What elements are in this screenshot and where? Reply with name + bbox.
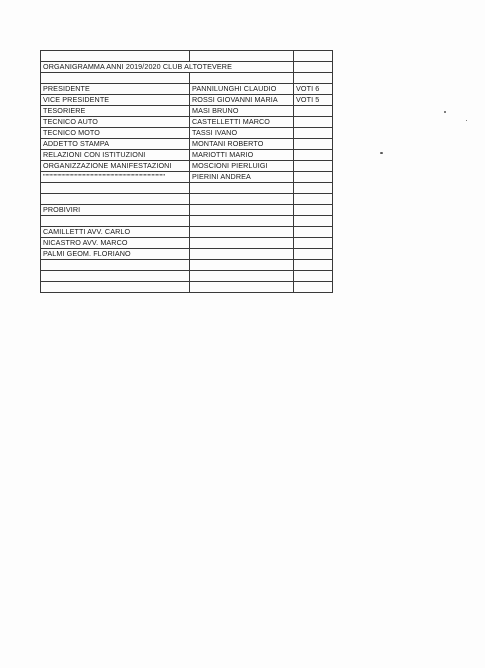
role-cell: [41, 216, 190, 227]
name-cell: [190, 51, 294, 62]
votes-cell: VOTI 5: [294, 95, 333, 106]
role-cell: PRESIDENTE: [41, 84, 190, 95]
votes-cell: [294, 161, 333, 172]
name-cell: [190, 183, 294, 194]
table-row: [41, 260, 333, 271]
votes-cell: [294, 238, 333, 249]
name-cell: PIERINI ANDREA: [190, 172, 294, 183]
role-cell: TECNICO AUTO: [41, 117, 190, 128]
votes-cell: [294, 183, 333, 194]
votes-cell: [294, 260, 333, 271]
role-cell: TECNICO MOTO: [41, 128, 190, 139]
name-cell: MONTANI ROBERTO: [190, 139, 294, 150]
name-cell: [190, 249, 294, 260]
table-row: [41, 172, 333, 183]
role-cell: ADDETTO STAMPA: [41, 139, 190, 150]
organigram-table: [40, 50, 333, 293]
table-row: [41, 62, 333, 73]
scan-speck: [444, 111, 446, 113]
votes-cell: [294, 128, 333, 139]
votes-cell: [294, 216, 333, 227]
votes-cell: [294, 139, 333, 150]
scan-speck: [466, 120, 467, 121]
name-cell: [190, 216, 294, 227]
role-cell: """""""""""""""""""""""""""""""""""""""""""""": [41, 172, 190, 183]
role-cell: VICE PRESIDENTE: [41, 95, 190, 106]
name-cell: [190, 194, 294, 205]
role-cell: NICASTRO AVV. MARCO: [41, 238, 190, 249]
name-cell: [190, 73, 294, 84]
votes-cell: [294, 172, 333, 183]
role-cell: [41, 183, 190, 194]
table-row: [41, 282, 333, 293]
name-cell: CASTELLETTI MARCO: [190, 117, 294, 128]
table-row: [41, 128, 333, 139]
name-cell: [190, 282, 294, 293]
name-cell: MARIOTTI MARIO: [190, 150, 294, 161]
name-cell: ROSSI GIOVANNI MARIA: [190, 95, 294, 106]
scan-speck: [380, 152, 383, 154]
table-row: [41, 194, 333, 205]
name-cell: TASSI IVANO: [190, 128, 294, 139]
table-row: [41, 51, 333, 62]
role-cell: [41, 194, 190, 205]
role-cell: [41, 282, 190, 293]
votes-cell: [294, 117, 333, 128]
role-cell: CAMILLETTI AVV. CARLO: [41, 227, 190, 238]
votes-cell: [294, 282, 333, 293]
role-cell: RELAZIONI CON ISTITUZIONI: [41, 150, 190, 161]
table-row: [41, 73, 333, 84]
name-cell: [190, 260, 294, 271]
name-cell: [190, 238, 294, 249]
table-row: [41, 106, 333, 117]
votes-cell: [294, 62, 333, 73]
role-cell: TESORIERE: [41, 106, 190, 117]
table-row: [41, 150, 333, 161]
role-cell: [41, 73, 190, 84]
role-cell: PROBIVIRI: [41, 205, 190, 216]
table-row: [41, 183, 333, 194]
table-row: [41, 249, 333, 260]
table-title: ORGANIGRAMMA ANNI 2019/2020 CLUB ALTOTEVERE: [41, 62, 294, 73]
table-row: [41, 227, 333, 238]
role-cell: PALMI GEOM. FLORIANO: [41, 249, 190, 260]
votes-cell: [294, 205, 333, 216]
votes-cell: [294, 51, 333, 62]
role-cell: [41, 51, 190, 62]
votes-cell: [294, 227, 333, 238]
role-cell: [41, 271, 190, 282]
table-row: [41, 95, 333, 106]
name-cell: [190, 227, 294, 238]
table-row: [41, 238, 333, 249]
table-row: [41, 84, 333, 95]
table-row: [41, 161, 333, 172]
name-cell: [190, 271, 294, 282]
votes-cell: [294, 150, 333, 161]
table-row: [41, 117, 333, 128]
name-cell: MOSCIONI PIERLUIGI: [190, 161, 294, 172]
table-row: [41, 205, 333, 216]
table-row: [41, 139, 333, 150]
table-row: [41, 216, 333, 227]
name-cell: PANNILUNGHI CLAUDIO: [190, 84, 294, 95]
votes-cell: [294, 249, 333, 260]
role-cell: [41, 260, 190, 271]
votes-cell: VOTI 6: [294, 84, 333, 95]
votes-cell: [294, 73, 333, 84]
role-cell: ORGANIZZAZIONE MANIFESTAZIONI: [41, 161, 190, 172]
name-cell: MASI BRUNO: [190, 106, 294, 117]
votes-cell: [294, 106, 333, 117]
votes-cell: [294, 271, 333, 282]
votes-cell: [294, 194, 333, 205]
name-cell: [190, 205, 294, 216]
table-row: [41, 271, 333, 282]
